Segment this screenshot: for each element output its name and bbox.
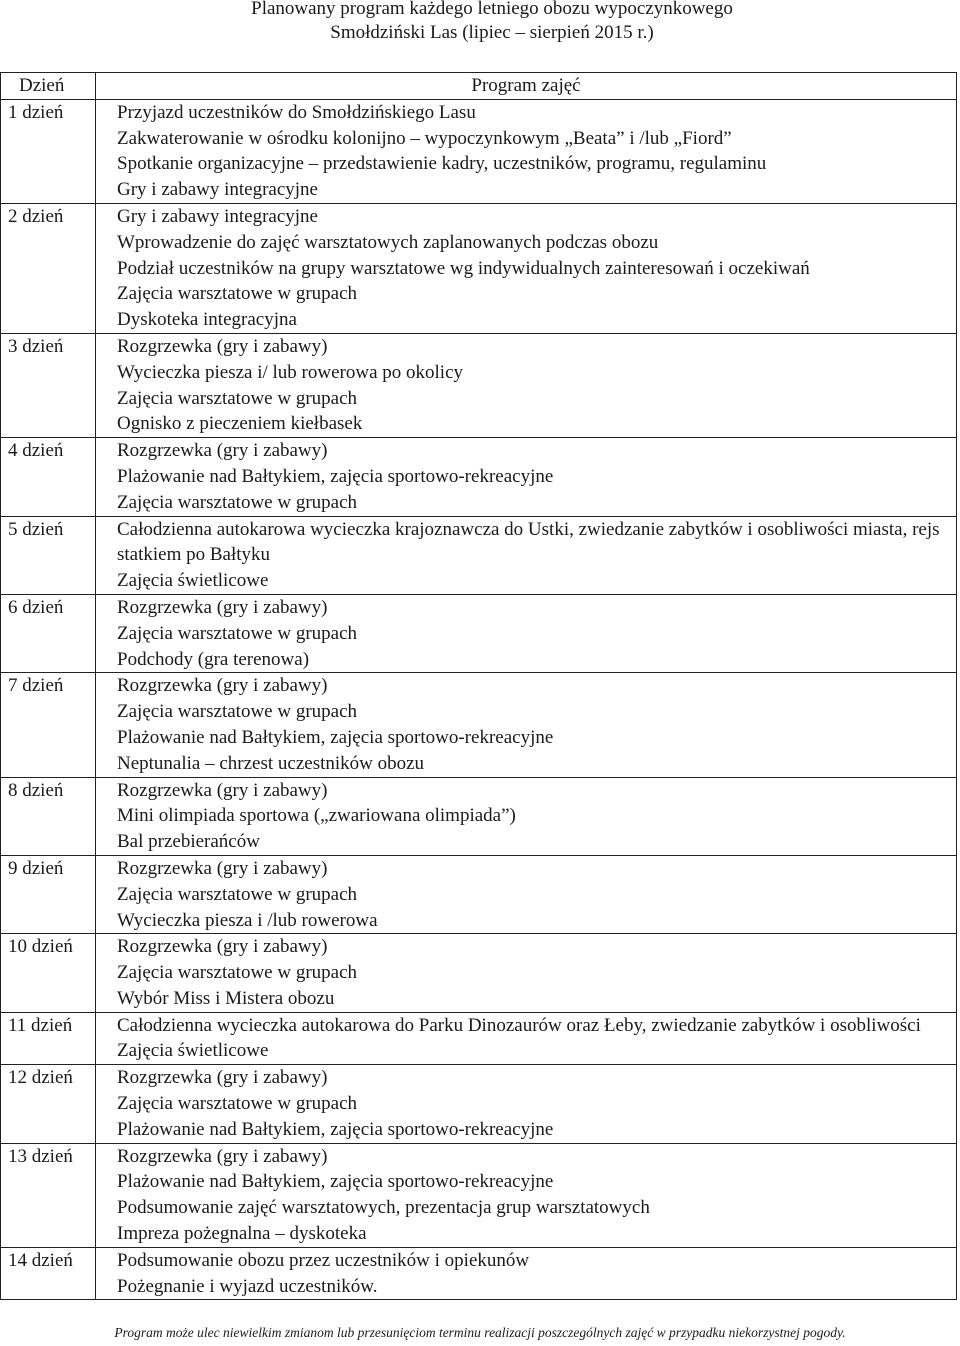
activity-item: Zajęcia warsztatowe w grupach xyxy=(117,283,358,305)
table-row xyxy=(1,333,957,437)
day-cell: 10 dzień xyxy=(1,934,96,1012)
activity-item: Ognisko z pieczeniem kiełbasek xyxy=(117,413,363,435)
activity-item: Pożegnanie i wyjazd uczestników. xyxy=(117,1275,378,1297)
table-row xyxy=(1,673,957,777)
activity-item: Zajęcia świetlicowe xyxy=(117,1040,269,1062)
table-row xyxy=(1,1012,957,1065)
table-row xyxy=(1,99,957,203)
day-cell: 13 dzień xyxy=(1,1143,96,1247)
activity-item: Podchody (gra terenowa) xyxy=(117,648,310,670)
activity-item: Zajęcia warsztatowe w grupach xyxy=(117,387,358,409)
schedule-table xyxy=(0,72,957,1300)
program-cell xyxy=(96,333,957,437)
footer-note: Program może ulec niewielkim zmianom lub przesunięciom terminu realizacji poszczególnych zajęć w przypadku niekorzystnej pogody. xyxy=(114,1325,846,1340)
title-line-1: Planowany program każdego letniego obozu wypoczynkowego xyxy=(251,0,733,19)
activity-item: Rozgrzewka (gry i zabawy) xyxy=(117,335,328,357)
activity-item: Podział uczestników na grupy warsztatowe wg indywidualnych zainteresowań i oczekiwań xyxy=(117,257,810,279)
document-title xyxy=(0,0,960,45)
title-line-2: Smołdziński Las (lipiec – sierpień 2015 r.) xyxy=(330,22,654,43)
day-cell: 2 dzień xyxy=(1,203,96,333)
activity-item: Rozgrzewka (gry i zabawy) xyxy=(117,1067,328,1089)
activity-item: Całodzienna autokarowa wycieczka krajoznawcza do Ustki, zwiedzanie zabytków i osobliwości miasta, rejs statkiem po Bałtyku xyxy=(117,518,940,566)
activity-item: Podsumowanie obozu przez uczestników i opiekunów xyxy=(117,1249,530,1271)
day-cell: 12 dzień xyxy=(1,1065,96,1143)
table-row xyxy=(1,594,957,672)
activity-item: Dyskoteka integracyjna xyxy=(117,309,297,331)
activity-item: Rozgrzewka (gry i zabawy) xyxy=(117,440,328,462)
activity-item: Plażowanie nad Bałtykiem, zajęcia sportowo-rekreacyjne xyxy=(117,1118,554,1140)
table-row xyxy=(1,438,957,516)
activity-item: Mini olimpiada sportowa („zwariowana olimpiada”) xyxy=(117,805,516,827)
table-header-row xyxy=(1,73,957,100)
activity-item: Plażowanie nad Bałtykiem, zajęcia sportowo-rekreacyjne xyxy=(117,726,554,748)
program-cell xyxy=(96,99,957,203)
activity-item: Zajęcia warsztatowe w grupach xyxy=(117,622,358,644)
day-cell: 11 dzień xyxy=(1,1012,96,1065)
activity-item: Impreza pożegnalna – dyskoteka xyxy=(117,1223,367,1245)
day-cell: 1 dzień xyxy=(1,99,96,203)
program-cell xyxy=(96,1012,957,1065)
table-row xyxy=(1,777,957,855)
program-cell xyxy=(96,1143,957,1247)
program-cell xyxy=(96,934,957,1012)
activity-item: Rozgrzewka (gry i zabawy) xyxy=(117,596,328,618)
day-cell: 7 dzień xyxy=(1,673,96,777)
day-cell: 4 dzień xyxy=(1,438,96,516)
program-cell xyxy=(96,594,957,672)
activity-item: Zajęcia warsztatowe w grupach xyxy=(117,491,358,513)
activity-item: Zajęcia warsztatowe w grupach xyxy=(117,883,358,905)
activity-item: Zajęcia warsztatowe w grupach xyxy=(117,962,358,984)
table-row xyxy=(1,516,957,594)
program-cell xyxy=(96,1065,957,1143)
program-cell xyxy=(96,777,957,855)
table-row xyxy=(1,203,957,333)
day-cell: 14 dzień xyxy=(1,1247,96,1300)
program-cell xyxy=(96,673,957,777)
activity-item: Bal przebierańców xyxy=(117,831,260,853)
program-cell xyxy=(96,516,957,594)
activity-item: Gry i zabawy integracyjne xyxy=(117,179,318,201)
table-row xyxy=(1,1143,957,1247)
activity-item: Rozgrzewka (gry i zabawy) xyxy=(117,936,328,958)
activity-item: Zajęcia warsztatowe w grupach xyxy=(117,701,358,723)
table-row xyxy=(1,1065,957,1143)
day-cell: 5 dzień xyxy=(1,516,96,594)
activity-item: Zajęcia świetlicowe xyxy=(117,570,269,592)
schedule-body xyxy=(1,99,957,1300)
activity-item: Zajęcia warsztatowe w grupach xyxy=(117,1093,358,1115)
program-cell xyxy=(96,1247,957,1300)
column-header-program: Program zajęć xyxy=(96,73,957,100)
day-cell: 3 dzień xyxy=(1,333,96,437)
table-row xyxy=(1,934,957,1012)
activity-item: Rozgrzewka (gry i zabawy) xyxy=(117,857,328,879)
activity-item: Neptunalia – chrzest uczestników obozu xyxy=(117,752,425,774)
activity-item: Spotkanie organizacyjne – przedstawienie kadry, uczestników, programu, regulaminu xyxy=(117,153,767,175)
activity-item: Całodzienna wycieczka autokarowa do Parku Dinozaurów oraz Łeby, zwiedzanie zabytków i osobliwości xyxy=(117,1014,921,1036)
activity-item: Wprowadzenie do zajęć warsztatowych zaplanowanych podczas obozu xyxy=(117,231,659,253)
day-cell: 6 dzień xyxy=(1,594,96,672)
activity-item: Wycieczka piesza i/ lub rowerowa po okolicy xyxy=(117,361,463,383)
activity-item: Rozgrzewka (gry i zabawy) xyxy=(117,1145,328,1167)
activity-item: Wybór Miss i Mistera obozu xyxy=(117,987,335,1009)
activity-item: Wycieczka piesza i /lub rowerowa xyxy=(117,909,378,931)
column-header-day: Dzień xyxy=(1,73,96,100)
day-cell: 9 dzień xyxy=(1,855,96,933)
activity-item: Przyjazd uczestników do Smołdzińskiego Lasu xyxy=(117,101,476,123)
program-cell xyxy=(96,203,957,333)
day-cell: 8 dzień xyxy=(1,777,96,855)
program-cell xyxy=(96,855,957,933)
activity-item: Zakwaterowanie w ośrodku kolonijno – wypoczynkowym „Beata” i /lub „Fiord” xyxy=(117,127,732,149)
activity-item: Plażowanie nad Bałtykiem, zajęcia sportowo-rekreacyjne xyxy=(117,1171,554,1193)
activity-item: Podsumowanie zajęć warsztatowych, prezentacja grup warsztatowych xyxy=(117,1197,650,1219)
program-cell xyxy=(96,438,957,516)
activity-item: Rozgrzewka (gry i zabawy) xyxy=(117,779,328,801)
table-row xyxy=(1,855,957,933)
activity-item: Gry i zabawy integracyjne xyxy=(117,205,318,227)
activity-item: Plażowanie nad Bałtykiem, zajęcia sportowo-rekreacyjne xyxy=(117,465,554,487)
activity-item: Rozgrzewka (gry i zabawy) xyxy=(117,675,328,697)
table-row xyxy=(1,1247,957,1300)
